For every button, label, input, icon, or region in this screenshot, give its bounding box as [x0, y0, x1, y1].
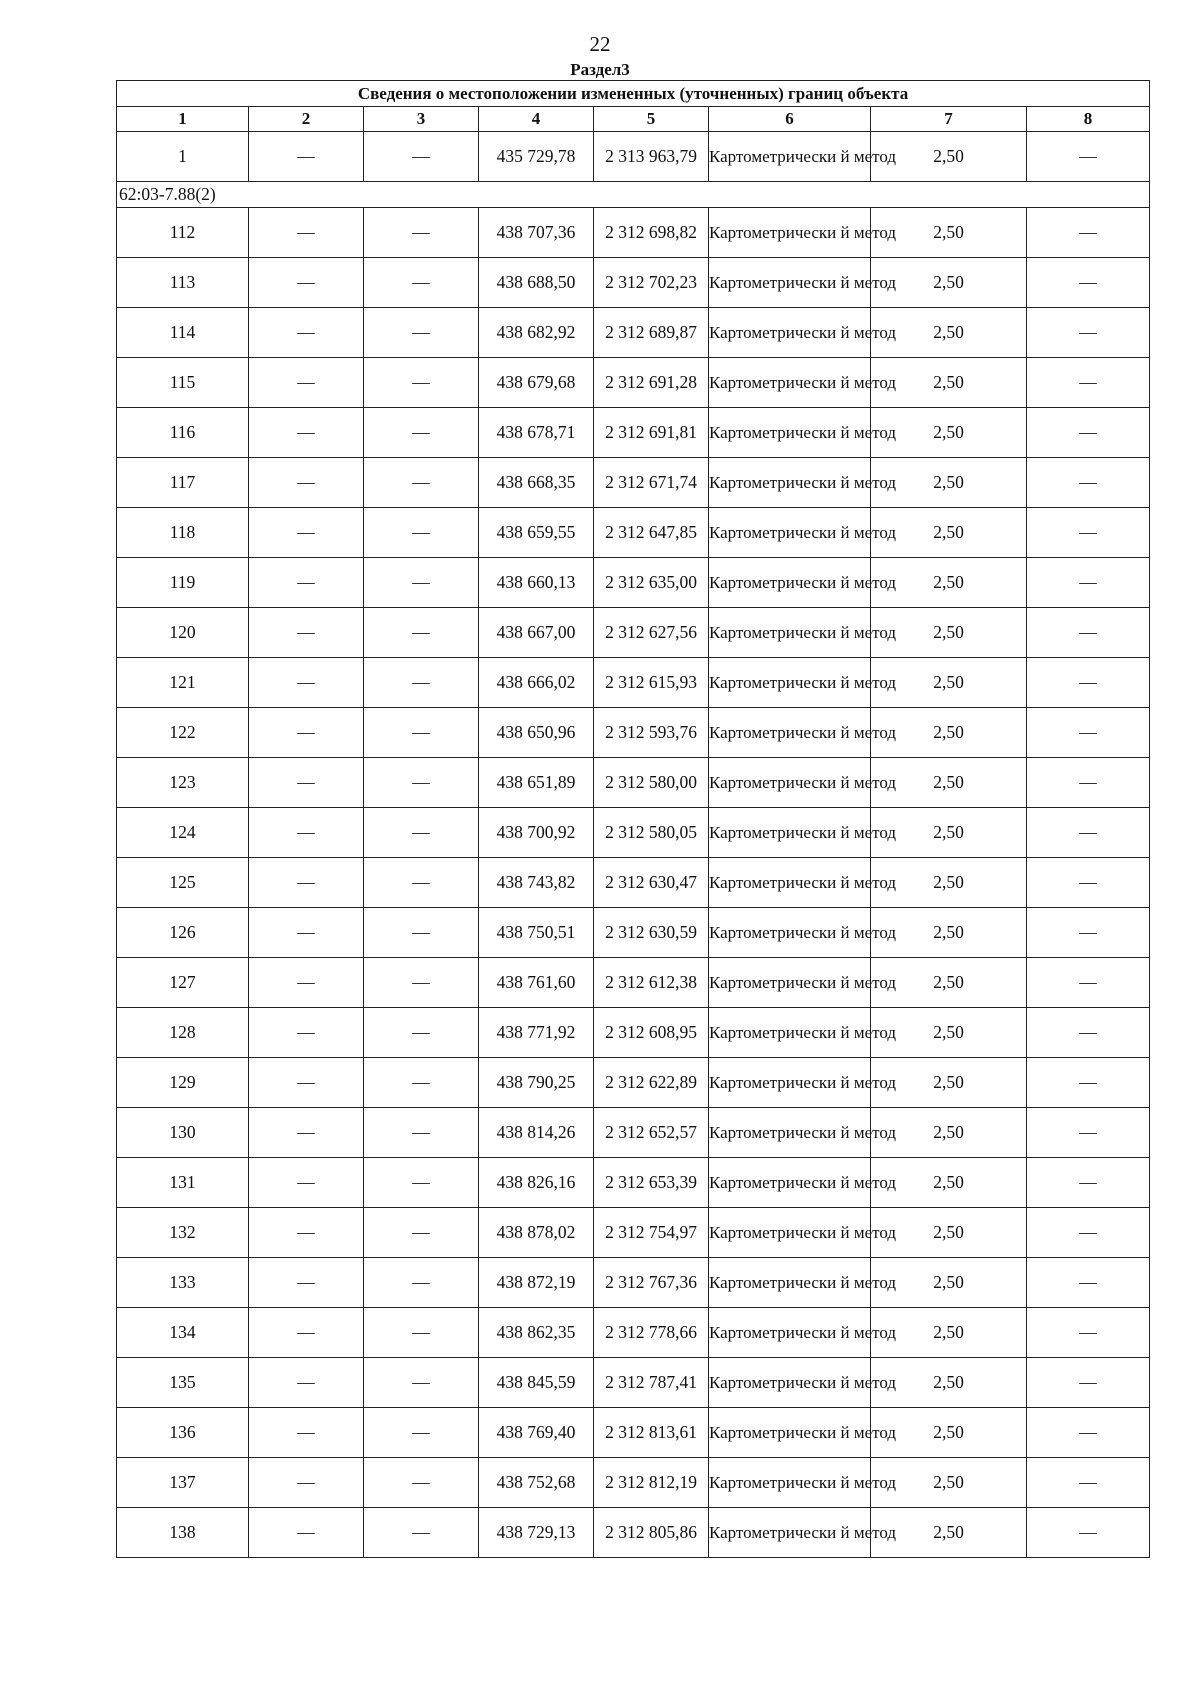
cell-x-coordinate: 438 769,40 — [479, 1408, 594, 1458]
table-row — [117, 1158, 1150, 1208]
cell-col3: — — [364, 1258, 479, 1308]
cell-col8: — — [1027, 458, 1150, 508]
cell-point-number: 118 — [117, 508, 249, 558]
cell-y-coordinate: 2 312 767,36 — [594, 1258, 709, 1308]
cell-col8: — — [1027, 208, 1150, 258]
cell-y-coordinate: 2 312 580,05 — [594, 808, 709, 858]
column-number-3: 3 — [364, 107, 479, 132]
cell-x-coordinate: 438 700,92 — [479, 808, 594, 858]
cell-method: Картометрически й метод — [709, 1208, 871, 1258]
cell-col2: — — [249, 508, 364, 558]
cell-x-coordinate: 438 878,02 — [479, 1208, 594, 1258]
cell-accuracy: 2,50 — [871, 958, 1027, 1008]
cell-x-coordinate: 438 872,19 — [479, 1258, 594, 1308]
cell-x-coordinate: 438 679,68 — [479, 358, 594, 408]
cell-method: Картометрически й метод — [709, 558, 871, 608]
cell-col2: — — [249, 558, 364, 608]
cell-y-coordinate: 2 312 608,95 — [594, 1008, 709, 1058]
cell-method: Картометрически й метод — [709, 708, 871, 758]
cell-col8: — — [1027, 408, 1150, 458]
cell-method: Картометрически й метод — [709, 458, 871, 508]
cell-accuracy: 2,50 — [871, 1158, 1027, 1208]
table-row — [117, 1258, 1150, 1308]
cell-y-coordinate: 2 312 671,74 — [594, 458, 709, 508]
table-row — [117, 558, 1150, 608]
cell-col8: — — [1027, 708, 1150, 758]
cell-col8: — — [1027, 958, 1150, 1008]
table-row — [117, 1208, 1150, 1258]
cell-col3: — — [364, 358, 479, 408]
cell-point-number: 116 — [117, 408, 249, 458]
cell-x-coordinate: 438 707,36 — [479, 208, 594, 258]
cell-col3: — — [364, 208, 479, 258]
cell-accuracy: 2,50 — [871, 258, 1027, 308]
cell-col8: — — [1027, 358, 1150, 408]
cell-col3: — — [364, 458, 479, 508]
cell-col8: — — [1027, 808, 1150, 858]
cell-col2: — — [249, 908, 364, 958]
cell-method: Картометрически й метод — [709, 408, 871, 458]
cell-col3: — — [364, 858, 479, 908]
cell-method: Картометрически й метод — [709, 1158, 871, 1208]
cell-col3: — — [364, 658, 479, 708]
cell-method: Картометрически й метод — [709, 1258, 871, 1308]
cell-col3: — — [364, 708, 479, 758]
cell-y-coordinate: 2 312 698,82 — [594, 208, 709, 258]
cell-col8: — — [1027, 508, 1150, 558]
cell-col3: — — [364, 1308, 479, 1358]
cell-col2: — — [249, 1308, 364, 1358]
cell-col8: — — [1027, 908, 1150, 958]
cell-col8: — — [1027, 132, 1150, 182]
cell-col3: — — [364, 1158, 479, 1208]
cell-x-coordinate: 438 862,35 — [479, 1308, 594, 1358]
table-row — [117, 1508, 1150, 1558]
cell-col8: — — [1027, 1458, 1150, 1508]
cell-x-coordinate: 438 668,35 — [479, 458, 594, 508]
cell-accuracy: 2,50 — [871, 1408, 1027, 1458]
cell-col8: — — [1027, 1408, 1150, 1458]
cell-col2: — — [249, 958, 364, 1008]
cell-col3: — — [364, 132, 479, 182]
cell-y-coordinate: 2 312 778,66 — [594, 1308, 709, 1358]
cell-col8: — — [1027, 308, 1150, 358]
cell-method: Картометрически й метод — [709, 1108, 871, 1158]
cell-accuracy: 2,50 — [871, 458, 1027, 508]
cell-x-coordinate: 435 729,78 — [479, 132, 594, 182]
cell-col3: — — [364, 1458, 479, 1508]
cell-point-number: 112 — [117, 208, 249, 258]
cell-col3: — — [364, 1508, 479, 1558]
cell-col3: — — [364, 408, 479, 458]
group-label-row — [117, 182, 1150, 208]
cell-col3: — — [364, 1208, 479, 1258]
cell-x-coordinate: 438 826,16 — [479, 1158, 594, 1208]
cell-x-coordinate: 438 660,13 — [479, 558, 594, 608]
cell-x-coordinate: 438 845,59 — [479, 1358, 594, 1408]
table-row — [117, 358, 1150, 408]
cell-y-coordinate: 2 312 805,86 — [594, 1508, 709, 1558]
cell-method: Картометрически й метод — [709, 132, 871, 182]
cell-x-coordinate: 438 682,92 — [479, 308, 594, 358]
cell-y-coordinate: 2 312 813,61 — [594, 1408, 709, 1458]
cell-method: Картометрически й метод — [709, 908, 871, 958]
table-row — [117, 1008, 1150, 1058]
cell-col3: — — [364, 1008, 479, 1058]
cell-point-number: 117 — [117, 458, 249, 508]
cell-y-coordinate: 2 313 963,79 — [594, 132, 709, 182]
cell-method: Картометрически й метод — [709, 1408, 871, 1458]
table-row — [117, 1058, 1150, 1108]
cell-x-coordinate: 438 750,51 — [479, 908, 594, 958]
cell-accuracy: 2,50 — [871, 408, 1027, 458]
cell-point-number: 128 — [117, 1008, 249, 1058]
cell-col3: — — [364, 508, 479, 558]
cell-accuracy: 2,50 — [871, 208, 1027, 258]
cell-y-coordinate: 2 312 652,57 — [594, 1108, 709, 1158]
cell-col8: — — [1027, 1058, 1150, 1108]
cell-col8: — — [1027, 1358, 1150, 1408]
cell-y-coordinate: 2 312 622,89 — [594, 1058, 709, 1108]
cell-x-coordinate: 438 752,68 — [479, 1458, 594, 1508]
cell-x-coordinate: 438 688,50 — [479, 258, 594, 308]
cell-method: Картометрически й метод — [709, 1458, 871, 1508]
cell-point-number: 113 — [117, 258, 249, 308]
cell-point-number: 130 — [117, 1108, 249, 1158]
cell-accuracy: 2,50 — [871, 1008, 1027, 1058]
cell-y-coordinate: 2 312 691,81 — [594, 408, 709, 458]
cell-accuracy: 2,50 — [871, 1508, 1027, 1558]
column-number-7: 7 — [871, 107, 1027, 132]
cell-col8: — — [1027, 258, 1150, 308]
table-row — [117, 1358, 1150, 1408]
cell-x-coordinate: 438 771,92 — [479, 1008, 594, 1058]
cell-y-coordinate: 2 312 689,87 — [594, 308, 709, 358]
cell-col2: — — [249, 458, 364, 508]
cell-col3: — — [364, 1408, 479, 1458]
cell-col8: — — [1027, 1158, 1150, 1208]
cell-col8: — — [1027, 658, 1150, 708]
section-title: Раздел3 — [570, 60, 630, 79]
column-number-5: 5 — [594, 107, 709, 132]
cell-point-number: 125 — [117, 858, 249, 908]
cell-x-coordinate: 438 761,60 — [479, 958, 594, 1008]
cell-col2: — — [249, 658, 364, 708]
cell-method: Картометрически й метод — [709, 658, 871, 708]
table-row — [117, 308, 1150, 358]
column-number-1: 1 — [117, 107, 249, 132]
cell-y-coordinate: 2 312 580,00 — [594, 758, 709, 808]
cell-col3: — — [364, 758, 479, 808]
cell-col2: — — [249, 1108, 364, 1158]
cell-x-coordinate: 438 678,71 — [479, 408, 594, 458]
cell-x-coordinate: 438 651,89 — [479, 758, 594, 808]
table-row — [117, 758, 1150, 808]
cell-method: Картометрически й метод — [709, 958, 871, 1008]
cell-x-coordinate: 438 650,96 — [479, 708, 594, 758]
cell-y-coordinate: 2 312 812,19 — [594, 1458, 709, 1508]
cell-point-number: 115 — [117, 358, 249, 408]
table-row — [117, 1408, 1150, 1458]
table-row — [117, 808, 1150, 858]
cell-x-coordinate: 438 659,55 — [479, 508, 594, 558]
cell-col2: — — [249, 1408, 364, 1458]
cell-col8: — — [1027, 1108, 1150, 1158]
table-row — [117, 208, 1150, 258]
cell-accuracy: 2,50 — [871, 1308, 1027, 1358]
cell-point-number: 132 — [117, 1208, 249, 1258]
cell-point-number: 137 — [117, 1458, 249, 1508]
cell-accuracy: 2,50 — [871, 858, 1027, 908]
cell-method: Картометрически й метод — [709, 1308, 871, 1358]
cell-point-number: 122 — [117, 708, 249, 758]
cell-y-coordinate: 2 312 702,23 — [594, 258, 709, 308]
cell-col2: — — [249, 408, 364, 458]
table-caption: Сведения о местоположении измененных (уточненных) границ объекта — [117, 81, 1150, 107]
column-number-6: 6 — [709, 107, 871, 132]
cell-col3: — — [364, 1358, 479, 1408]
table-row — [117, 458, 1150, 508]
cell-accuracy: 2,50 — [871, 708, 1027, 758]
cell-col2: — — [249, 1008, 364, 1058]
table-row — [117, 658, 1150, 708]
cell-method: Картометрически й метод — [709, 1358, 871, 1408]
cell-point-number: 138 — [117, 1508, 249, 1558]
cell-accuracy: 2,50 — [871, 308, 1027, 358]
column-number-8: 8 — [1027, 107, 1150, 132]
table-row-first — [117, 132, 1150, 182]
cell-accuracy: 2,50 — [871, 908, 1027, 958]
cell-method: Картометрически й метод — [709, 808, 871, 858]
cell-accuracy: 2,50 — [871, 1458, 1027, 1508]
table-row — [117, 408, 1150, 458]
cell-col2: — — [249, 1208, 364, 1258]
cell-col8: — — [1027, 1308, 1150, 1358]
cell-col8: — — [1027, 1208, 1150, 1258]
cell-col2: — — [249, 1158, 364, 1208]
cell-method: Картометрически й метод — [709, 608, 871, 658]
cell-accuracy: 2,50 — [871, 358, 1027, 408]
cell-col2: — — [249, 358, 364, 408]
cell-accuracy: 2,50 — [871, 1058, 1027, 1108]
cell-accuracy: 2,50 — [871, 808, 1027, 858]
cell-x-coordinate: 438 729,13 — [479, 1508, 594, 1558]
cell-col8: — — [1027, 1508, 1150, 1558]
cell-col3: — — [364, 1108, 479, 1158]
cell-point-number: 1 — [117, 132, 249, 182]
cell-point-number: 131 — [117, 1158, 249, 1208]
cell-point-number: 124 — [117, 808, 249, 858]
cell-y-coordinate: 2 312 615,93 — [594, 658, 709, 708]
cell-x-coordinate: 438 814,26 — [479, 1108, 594, 1158]
cell-point-number: 123 — [117, 758, 249, 808]
cell-method: Картометрически й метод — [709, 858, 871, 908]
cell-col2: — — [249, 308, 364, 358]
cell-accuracy: 2,50 — [871, 132, 1027, 182]
cell-x-coordinate: 438 667,00 — [479, 608, 594, 658]
cell-col2: — — [249, 1258, 364, 1308]
cell-accuracy: 2,50 — [871, 758, 1027, 808]
cell-col8: — — [1027, 858, 1150, 908]
cell-y-coordinate: 2 312 627,56 — [594, 608, 709, 658]
cell-accuracy: 2,50 — [871, 1108, 1027, 1158]
cell-col2: — — [249, 1508, 364, 1558]
table-row — [117, 1308, 1150, 1358]
cell-method: Картометрически й метод — [709, 1058, 871, 1108]
column-number-4: 4 — [479, 107, 594, 132]
table-row — [117, 858, 1150, 908]
cell-col2: — — [249, 858, 364, 908]
cell-col3: — — [364, 258, 479, 308]
cell-col2: — — [249, 708, 364, 758]
table-row — [117, 958, 1150, 1008]
column-number-2: 2 — [249, 107, 364, 132]
cell-y-coordinate: 2 312 653,39 — [594, 1158, 709, 1208]
cell-point-number: 129 — [117, 1058, 249, 1108]
cell-point-number: 120 — [117, 608, 249, 658]
cell-col8: — — [1027, 1008, 1150, 1058]
cell-col3: — — [364, 608, 479, 658]
cell-point-number: 127 — [117, 958, 249, 1008]
cell-y-coordinate: 2 312 630,59 — [594, 908, 709, 958]
cell-point-number: 121 — [117, 658, 249, 708]
cell-point-number: 135 — [117, 1358, 249, 1408]
cell-x-coordinate: 438 666,02 — [479, 658, 594, 708]
cell-col2: — — [249, 608, 364, 658]
cell-x-coordinate: 438 790,25 — [479, 1058, 594, 1108]
cell-col8: — — [1027, 1258, 1150, 1308]
cell-col8: — — [1027, 758, 1150, 808]
cell-col8: — — [1027, 608, 1150, 658]
cell-accuracy: 2,50 — [871, 1358, 1027, 1408]
column-numbers-row — [117, 107, 1150, 132]
table-row — [117, 708, 1150, 758]
cell-col2: — — [249, 1358, 364, 1408]
table-row — [117, 1458, 1150, 1508]
cell-col3: — — [364, 808, 479, 858]
cell-point-number: 136 — [117, 1408, 249, 1458]
cell-point-number: 126 — [117, 908, 249, 958]
cell-method: Картометрически й метод — [709, 208, 871, 258]
cell-method: Картометрически й метод — [709, 358, 871, 408]
cell-method: Картометрически й метод — [709, 1008, 871, 1058]
cell-y-coordinate: 2 312 593,76 — [594, 708, 709, 758]
group-label: 62:03-7.88(2) — [117, 182, 1150, 208]
cell-accuracy: 2,50 — [871, 558, 1027, 608]
cell-accuracy: 2,50 — [871, 608, 1027, 658]
table-row — [117, 608, 1150, 658]
cell-col3: — — [364, 908, 479, 958]
cell-point-number: 133 — [117, 1258, 249, 1308]
cell-col8: — — [1027, 558, 1150, 608]
cell-col3: — — [364, 558, 479, 608]
cell-point-number: 119 — [117, 558, 249, 608]
cell-y-coordinate: 2 312 754,97 — [594, 1208, 709, 1258]
table-caption-row — [117, 81, 1150, 107]
cell-col3: — — [364, 1058, 479, 1108]
cell-col2: — — [249, 208, 364, 258]
cell-col3: — — [364, 308, 479, 358]
cell-col3: — — [364, 958, 479, 1008]
table-row — [117, 1108, 1150, 1158]
cell-method: Картометрически й метод — [709, 508, 871, 558]
cell-col2: — — [249, 1458, 364, 1508]
cell-method: Картометрически й метод — [709, 758, 871, 808]
cell-y-coordinate: 2 312 647,85 — [594, 508, 709, 558]
cell-y-coordinate: 2 312 635,00 — [594, 558, 709, 608]
cell-col2: — — [249, 258, 364, 308]
cell-y-coordinate: 2 312 630,47 — [594, 858, 709, 908]
cell-accuracy: 2,50 — [871, 1208, 1027, 1258]
cell-col2: — — [249, 1058, 364, 1108]
cell-method: Картометрически й метод — [709, 1508, 871, 1558]
cell-point-number: 114 — [117, 308, 249, 358]
cell-accuracy: 2,50 — [871, 658, 1027, 708]
cell-col2: — — [249, 808, 364, 858]
table-row — [117, 508, 1150, 558]
cell-point-number: 134 — [117, 1308, 249, 1358]
cell-col2: — — [249, 132, 364, 182]
cell-y-coordinate: 2 312 691,28 — [594, 358, 709, 408]
cell-accuracy: 2,50 — [871, 508, 1027, 558]
cell-accuracy: 2,50 — [871, 1258, 1027, 1308]
page-number: 22 — [589, 32, 611, 56]
cell-x-coordinate: 438 743,82 — [479, 858, 594, 908]
cell-y-coordinate: 2 312 787,41 — [594, 1358, 709, 1408]
cell-y-coordinate: 2 312 612,38 — [594, 958, 709, 1008]
table-row — [117, 908, 1150, 958]
cell-method: Картометрически й метод — [709, 308, 871, 358]
cell-method: Картометрически й метод — [709, 258, 871, 308]
boundary-coordinates-table — [116, 80, 1150, 1558]
cell-col2: — — [249, 758, 364, 808]
table-row — [117, 258, 1150, 308]
